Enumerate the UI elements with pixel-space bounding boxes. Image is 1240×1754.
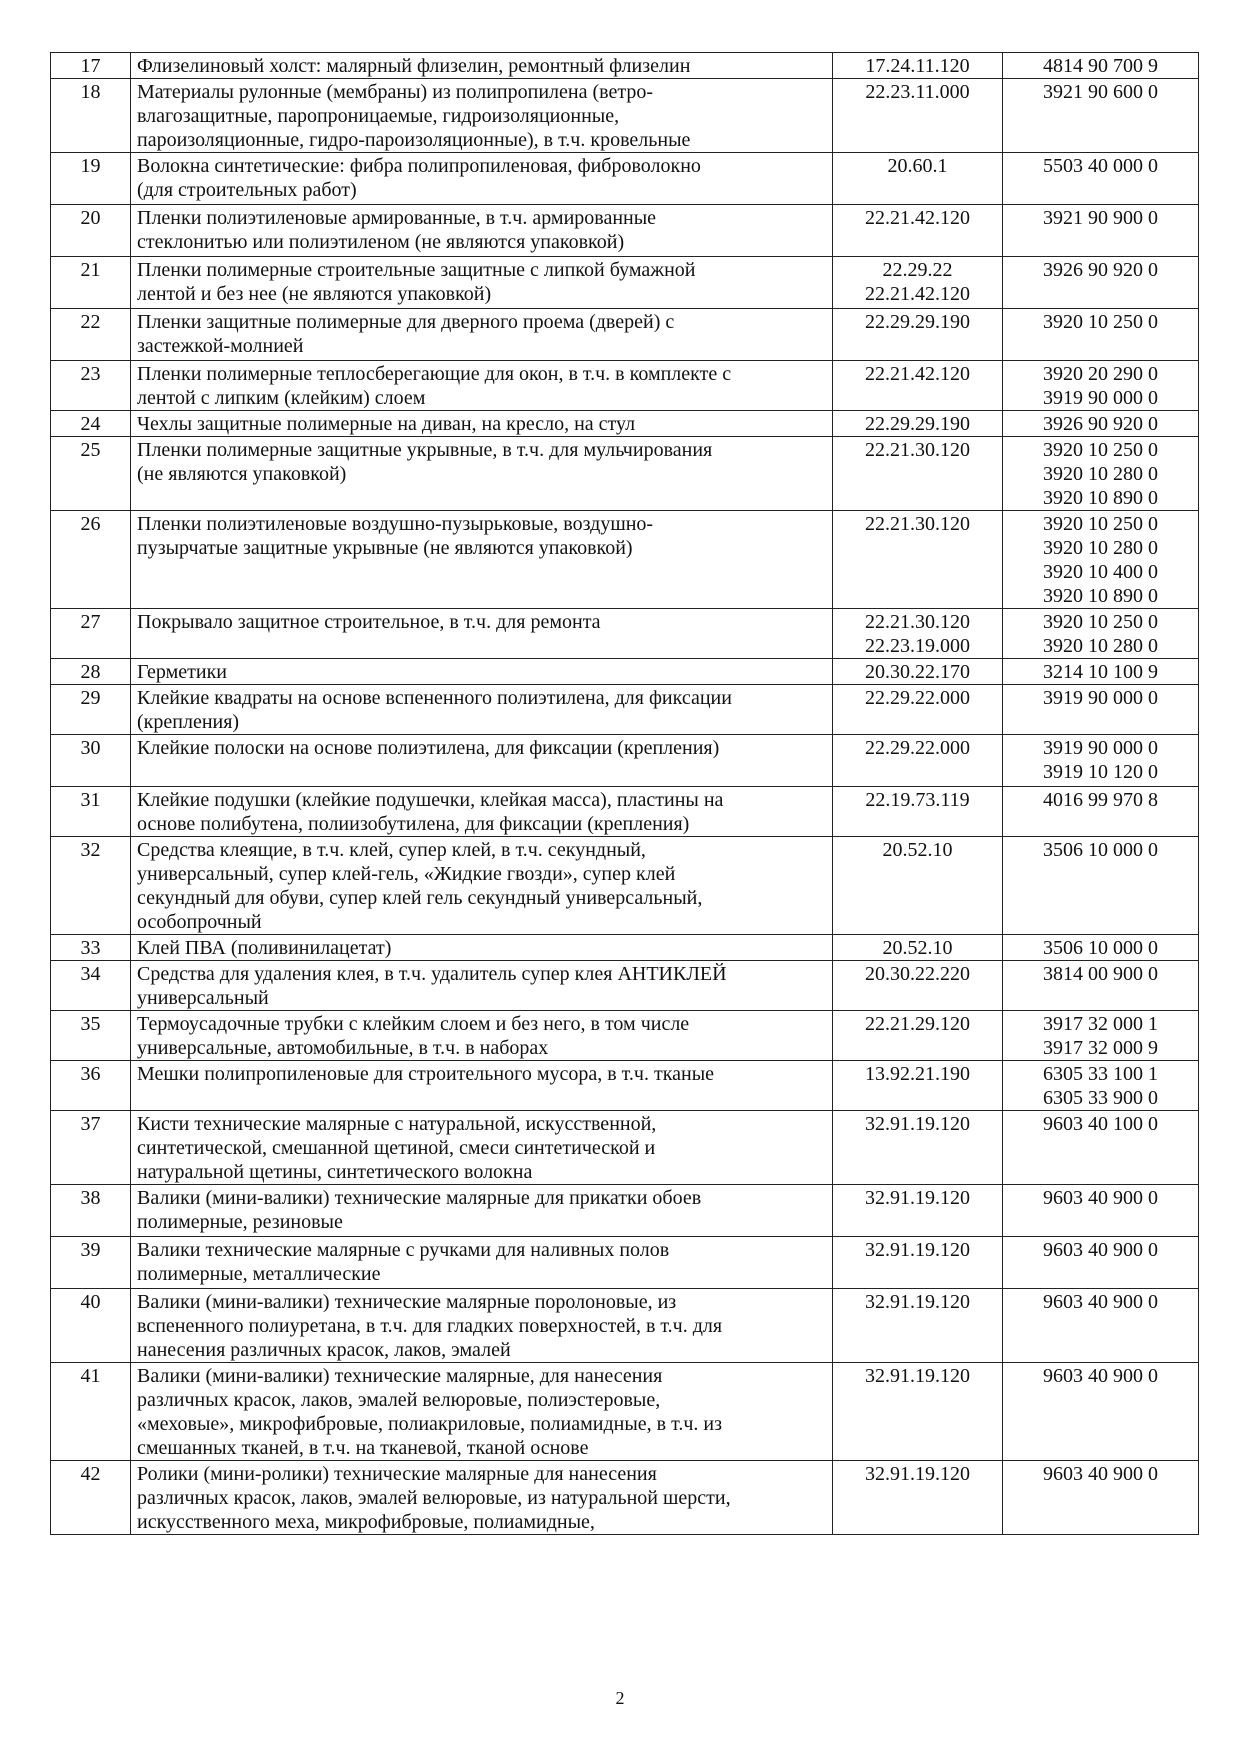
product-description-line: универсальный [137, 987, 269, 1009]
tnved-code-line: 9603 40 100 0 [1043, 1113, 1158, 1135]
okpd2-code-cell [833, 685, 1003, 735]
okpd2-code-cell [833, 1363, 1003, 1461]
product-description-line: основе полибутена, полиизобутилена, для фиксации (крепления) [137, 813, 690, 835]
product-description-line: (крепления) [137, 711, 240, 733]
table-row [51, 735, 1199, 787]
product-description-cell [131, 659, 833, 685]
row-number: 39 [51, 1237, 131, 1289]
tnved-code-line: 6305 33 900 0 [1043, 1087, 1158, 1109]
product-description-line: Чехлы защитные полимерные на диван, на кресло, на стул [137, 413, 636, 435]
product-description-cell [131, 411, 833, 437]
tnved-code-cell [1003, 511, 1199, 609]
product-description-line: вспененного полиуретана, в т.ч. для гладких поверхностей, в т.ч. для [137, 1315, 723, 1337]
row-number: 28 [51, 659, 131, 685]
product-description-line: Пленки защитные полимерные для дверного проема (дверей) с [137, 311, 675, 333]
okpd2-code-cell [833, 205, 1003, 257]
tnved-code-line: 9603 40 900 0 [1043, 1187, 1158, 1209]
okpd2-code-line: 13.92.21.190 [865, 1063, 970, 1085]
product-description-line: Покрывало защитное строительное, в т.ч. для ремонта [137, 611, 601, 633]
product-description-line: различных красок, лаков, эмалей велюровые, из натуральной шерсти, [137, 1487, 731, 1509]
product-description-line: синтетической, смешанной щетиной, смеси синтетической и [137, 1137, 656, 1159]
okpd2-code-line: 22.29.22 [882, 259, 953, 281]
product-description-cell [131, 1185, 833, 1237]
tnved-code-line: 6305 33 100 1 [1043, 1063, 1158, 1085]
tnved-code-line: 3926 90 920 0 [1043, 259, 1158, 281]
okpd2-code-cell [833, 935, 1003, 961]
product-description-line: Кисти технические малярные с натуральной, искусственной, [137, 1113, 657, 1135]
tnved-code-cell [1003, 153, 1199, 205]
tnved-code-cell [1003, 79, 1199, 153]
okpd2-code-line: 22.21.42.120 [865, 363, 970, 385]
row-number: 31 [51, 787, 131, 837]
okpd2-code-cell [833, 1461, 1003, 1535]
okpd2-code-line: 32.91.19.120 [865, 1239, 970, 1261]
okpd2-code-line: 32.91.19.120 [865, 1291, 970, 1313]
product-description-cell [131, 787, 833, 837]
tnved-code-line: 3214 10 100 9 [1043, 661, 1158, 683]
tnved-code-cell [1003, 361, 1199, 411]
product-description-line: Материалы рулонные (мембраны) из полипропилена (ветро- [137, 81, 653, 103]
row-number: 17 [51, 53, 131, 79]
tnved-code-line: 3919 90 000 0 [1043, 687, 1158, 709]
okpd2-code-cell [833, 961, 1003, 1011]
okpd2-code-cell [833, 837, 1003, 935]
table-row [51, 153, 1199, 205]
okpd2-code-line: 22.21.30.120 [865, 513, 970, 535]
tnved-code-cell [1003, 609, 1199, 659]
product-description-cell [131, 1061, 833, 1111]
row-number: 26 [51, 511, 131, 609]
tnved-code-cell [1003, 1061, 1199, 1111]
okpd2-code-line: 20.30.22.220 [865, 963, 970, 985]
table-row [51, 685, 1199, 735]
tnved-code-line: 3921 90 900 0 [1043, 207, 1158, 229]
tnved-code-line: 3920 10 250 0 [1043, 611, 1158, 633]
table-row [51, 1185, 1199, 1237]
okpd2-code-line: 20.52.10 [882, 937, 953, 959]
tnved-code-line: 3920 10 890 0 [1043, 585, 1158, 607]
table-row [51, 1237, 1199, 1289]
row-number: 35 [51, 1011, 131, 1061]
okpd2-code-cell [833, 1061, 1003, 1111]
table-row [51, 1461, 1199, 1535]
tnved-code-line: 3920 10 280 0 [1043, 463, 1158, 485]
row-number: 33 [51, 935, 131, 961]
row-number: 29 [51, 685, 131, 735]
product-description-cell [131, 53, 833, 79]
tnved-code-line: 3926 90 920 0 [1043, 413, 1158, 435]
okpd2-code-cell [833, 79, 1003, 153]
row-number: 40 [51, 1289, 131, 1363]
product-description-line: натуральной щетины, синтетического волокна [137, 1161, 533, 1183]
product-description-line: Пленки полиэтиленовые армированные, в т.ч. армированные [137, 207, 657, 229]
tnved-code-line: 3919 90 000 0 [1043, 387, 1158, 409]
okpd2-code-cell [833, 659, 1003, 685]
okpd2-code-cell [833, 609, 1003, 659]
table-row [51, 511, 1199, 609]
tnved-code-cell [1003, 1289, 1199, 1363]
table-row [51, 361, 1199, 411]
tnved-code-line: 3917 32 000 9 [1043, 1037, 1158, 1059]
product-description-cell [131, 837, 833, 935]
tnved-code-cell [1003, 205, 1199, 257]
okpd2-code-line: 22.29.22.000 [865, 737, 970, 759]
tnved-code-cell [1003, 1461, 1199, 1535]
product-description-line: пузырчатые защитные укрывные (не являются упаковкой) [137, 537, 633, 559]
product-description-line: смешанных тканей, в т.ч. на тканевой, тканой основе [137, 1437, 589, 1459]
okpd2-code-line: 22.19.73.119 [865, 789, 970, 811]
okpd2-code-line: 32.91.19.120 [865, 1365, 970, 1387]
tnved-code-cell [1003, 659, 1199, 685]
product-description-cell [131, 257, 833, 309]
tnved-code-cell [1003, 309, 1199, 361]
product-description-line: Волокна синтетические: фибра полипропиленовая, фиброволокно [137, 155, 701, 177]
table-row [51, 1289, 1199, 1363]
okpd2-code-line: 20.60.1 [887, 155, 948, 177]
product-description-line: Клей ПВА (поливинилацетат) [137, 937, 392, 959]
row-number: 36 [51, 1061, 131, 1111]
tnved-code-line: 3920 10 250 0 [1043, 311, 1158, 333]
tnved-code-cell [1003, 1363, 1199, 1461]
okpd2-code-line: 20.52.10 [882, 839, 953, 861]
product-description-cell [131, 685, 833, 735]
table-row [51, 205, 1199, 257]
tnved-code-line: 3919 10 120 0 [1043, 761, 1158, 783]
product-description-line: лентой с липким (клейким) слоем [137, 387, 426, 409]
table-body [51, 53, 1199, 1535]
tnved-code-cell [1003, 787, 1199, 837]
row-number: 34 [51, 961, 131, 1011]
tnved-code-cell [1003, 53, 1199, 79]
tnved-code-cell [1003, 1011, 1199, 1061]
product-description-cell [131, 511, 833, 609]
product-description-cell [131, 153, 833, 205]
row-number: 32 [51, 837, 131, 935]
product-description-line: Клейкие подушки (клейкие подушечки, клейкая масса), пластины на [137, 789, 724, 811]
tnved-code-cell [1003, 411, 1199, 437]
product-description-line: (для строительных работ) [137, 179, 357, 201]
okpd2-code-cell [833, 735, 1003, 787]
okpd2-code-line: 32.91.19.120 [865, 1463, 970, 1485]
okpd2-code-cell [833, 153, 1003, 205]
product-description-line: Пленки полимерные строительные защитные с липкой бумажной [137, 259, 696, 281]
product-description-cell [131, 79, 833, 153]
row-number: 22 [51, 309, 131, 361]
table-row [51, 1111, 1199, 1185]
tnved-code-cell [1003, 1185, 1199, 1237]
tnved-code-line: 3921 90 600 0 [1043, 81, 1158, 103]
row-number: 18 [51, 79, 131, 153]
product-description-line: Ролики (мини-ролики) технические малярные для нанесения [137, 1463, 657, 1485]
table-row [51, 437, 1199, 511]
okpd2-code-line: 20.30.22.170 [865, 661, 970, 683]
product-description-cell [131, 1461, 833, 1535]
okpd2-code-line: 22.21.29.120 [865, 1013, 970, 1035]
okpd2-code-line: 22.29.29.190 [865, 311, 970, 333]
tnved-code-cell [1003, 437, 1199, 511]
row-number: 25 [51, 437, 131, 511]
tnved-code-line: 3920 10 250 0 [1043, 513, 1158, 535]
row-number: 23 [51, 361, 131, 411]
okpd2-code-cell [833, 1111, 1003, 1185]
product-description-line: Средства клеящие, в т.ч. клей, супер клей, в т.ч. секундный, [137, 839, 646, 861]
tnved-code-line: 3920 10 250 0 [1043, 439, 1158, 461]
okpd2-code-line: 22.23.19.000 [865, 635, 970, 657]
product-description-line: полимерные, металлические [137, 1263, 381, 1285]
row-number: 20 [51, 205, 131, 257]
table-row [51, 79, 1199, 153]
tnved-code-line: 3920 10 280 0 [1043, 635, 1158, 657]
product-description-line: «меховые», микрофибровые, полиакриловые, полиамидные, в т.ч. из [137, 1413, 722, 1435]
product-description-line: Валики (мини-валики) технические малярные, для нанесения [137, 1365, 663, 1387]
table-row [51, 1011, 1199, 1061]
product-description-cell [131, 1237, 833, 1289]
product-description-line: особопрочный [137, 911, 262, 933]
tnved-code-line: 3814 00 900 0 [1043, 963, 1158, 985]
row-number: 38 [51, 1185, 131, 1237]
product-description-line: Термоусадочные трубки с клейким слоем и без него, в том числе [137, 1013, 690, 1035]
okpd2-code-line: 22.21.30.120 [865, 611, 970, 633]
product-description-cell [131, 1363, 833, 1461]
product-description-line: Клейкие квадраты на основе вспененного полиэтилена, для фиксации [137, 687, 732, 709]
row-number: 21 [51, 257, 131, 309]
tnved-code-line: 4016 99 970 8 [1043, 789, 1158, 811]
product-description-line: универсальный, супер клей-гель, «Жидкие гвозди», супер клей [137, 863, 676, 885]
table-row [51, 1061, 1199, 1111]
table-row [51, 787, 1199, 837]
tnved-code-cell [1003, 961, 1199, 1011]
okpd2-code-line: 22.29.22.000 [865, 687, 970, 709]
product-description-line: Пленки полиэтиленовые воздушно-пузырьковые, воздушно- [137, 513, 654, 535]
product-description-line: (не являются упаковкой) [137, 463, 347, 485]
okpd2-code-line: 32.91.19.120 [865, 1187, 970, 1209]
product-description-cell [131, 309, 833, 361]
product-description-line: Средства для удаления клея, в т.ч. удалитель супер клея АНТИКЛЕЙ [137, 963, 727, 985]
tnved-code-line: 3506 10 000 0 [1043, 839, 1158, 861]
product-description-line: нанесения различных красок, лаков, эмалей [137, 1339, 511, 1361]
table-row [51, 837, 1199, 935]
okpd2-code-cell [833, 1237, 1003, 1289]
table-row [51, 609, 1199, 659]
tnved-code-line: 3919 90 000 0 [1043, 737, 1158, 759]
product-description-cell [131, 609, 833, 659]
product-description-cell [131, 437, 833, 511]
okpd2-code-cell [833, 1011, 1003, 1061]
table-row [51, 935, 1199, 961]
okpd2-code-cell [833, 257, 1003, 309]
okpd2-code-cell [833, 787, 1003, 837]
product-description-line: искусственного меха, микрофибровые, полиамидные, [137, 1511, 595, 1533]
okpd2-code-line: 22.23.11.000 [865, 81, 970, 103]
okpd2-code-cell [833, 361, 1003, 411]
row-number: 37 [51, 1111, 131, 1185]
tnved-code-line: 9603 40 900 0 [1043, 1463, 1158, 1485]
product-description-line: стеклонитью или полиэтиленом (не являются упаковкой) [137, 231, 625, 253]
product-description-cell [131, 961, 833, 1011]
okpd2-code-cell [833, 411, 1003, 437]
okpd2-code-line: 32.91.19.120 [865, 1113, 970, 1135]
product-description-line: секундный для обуви, супер клей гель секундный универсальный, [137, 887, 703, 909]
product-description-line: Пленки полимерные теплосберегающие для окон, в т.ч. в комплекте с [137, 363, 732, 385]
row-number: 27 [51, 609, 131, 659]
tnved-code-cell [1003, 1111, 1199, 1185]
tnved-code-cell [1003, 1237, 1199, 1289]
product-description-cell [131, 361, 833, 411]
product-description-cell [131, 205, 833, 257]
product-description-cell [131, 1289, 833, 1363]
okpd2-code-line: 22.21.42.120 [865, 207, 970, 229]
okpd2-code-cell [833, 1289, 1003, 1363]
product-description-cell [131, 1111, 833, 1185]
tnved-code-cell [1003, 837, 1199, 935]
okpd2-code-line: 22.21.30.120 [865, 439, 970, 461]
product-description-line: пароизоляционные, гидро-пароизоляционные), в т.ч. кровельные [137, 129, 691, 151]
row-number: 41 [51, 1363, 131, 1461]
okpd2-code-cell [833, 437, 1003, 511]
row-number: 19 [51, 153, 131, 205]
table-row [51, 659, 1199, 685]
tnved-code-line: 9603 40 900 0 [1043, 1239, 1158, 1261]
table-row [51, 309, 1199, 361]
okpd2-code-cell [833, 309, 1003, 361]
product-description-line: полимерные, резиновые [137, 1211, 343, 1233]
tnved-code-line: 3506 10 000 0 [1043, 937, 1158, 959]
tnved-code-cell [1003, 685, 1199, 735]
row-number: 30 [51, 735, 131, 787]
okpd2-code-cell [833, 53, 1003, 79]
product-description-line: различных красок, лаков, эмалей велюровые, полиэстеровые, [137, 1389, 661, 1411]
product-description-line: Пленки полимерные защитные укрывные, в т.ч. для мульчирования [137, 439, 713, 461]
product-description-line: Мешки полипропиленовые для строительного мусора, в т.ч. тканые [137, 1063, 715, 1085]
product-description-line: Валики (мини-валики) технические малярные для прикатки обоев [137, 1187, 702, 1209]
tnved-code-line: 3920 10 890 0 [1043, 487, 1158, 509]
product-description-line: влагозащитные, паропроницаемые, гидроизоляционные, [137, 105, 620, 127]
okpd2-code-line: 17.24.11.120 [865, 55, 970, 77]
page-number: 2 [615, 1688, 625, 1708]
product-description-line: Валики (мини-валики) технические малярные поролоновые, из [137, 1291, 677, 1313]
product-description-cell [131, 735, 833, 787]
product-code-table [50, 52, 1199, 1535]
product-description-line: универсальные, автомобильные, в т.ч. в наборах [137, 1037, 549, 1059]
table-row [51, 1363, 1199, 1461]
tnved-code-cell [1003, 935, 1199, 961]
tnved-code-cell [1003, 735, 1199, 787]
okpd2-code-cell [833, 1185, 1003, 1237]
product-description-line: Валики технические малярные с ручками для наливных полов [137, 1239, 670, 1261]
product-description-cell [131, 1011, 833, 1061]
tnved-code-line: 5503 40 000 0 [1043, 155, 1158, 177]
product-description-cell [131, 935, 833, 961]
tnved-code-line: 4814 90 700 9 [1043, 55, 1158, 77]
okpd2-code-line: 22.29.29.190 [865, 413, 970, 435]
row-number: 42 [51, 1461, 131, 1535]
tnved-code-line: 3920 10 400 0 [1043, 561, 1158, 583]
tnved-code-line: 9603 40 900 0 [1043, 1365, 1158, 1387]
product-description-line: Клейкие полоски на основе полиэтилена, для фиксации (крепления) [137, 737, 720, 759]
table-row [51, 411, 1199, 437]
table-row [51, 53, 1199, 79]
product-description-line: Герметики [137, 661, 228, 683]
okpd2-code-cell [833, 511, 1003, 609]
okpd2-code-line: 22.21.42.120 [865, 283, 970, 305]
tnved-code-cell [1003, 257, 1199, 309]
tnved-code-line: 3917 32 000 1 [1043, 1013, 1158, 1035]
product-description-line: застежкой-молнией [137, 335, 304, 357]
table-row [51, 257, 1199, 309]
product-description-line: лентой и без нее (не являются упаковкой) [137, 283, 492, 305]
product-description-line: Флизелиновый холст: малярный флизелин, ремонтный флизелин [137, 55, 691, 77]
tnved-code-line: 9603 40 900 0 [1043, 1291, 1158, 1313]
row-number: 24 [51, 411, 131, 437]
table-row [51, 961, 1199, 1011]
tnved-code-line: 3920 10 280 0 [1043, 537, 1158, 559]
tnved-code-line: 3920 20 290 0 [1043, 363, 1158, 385]
